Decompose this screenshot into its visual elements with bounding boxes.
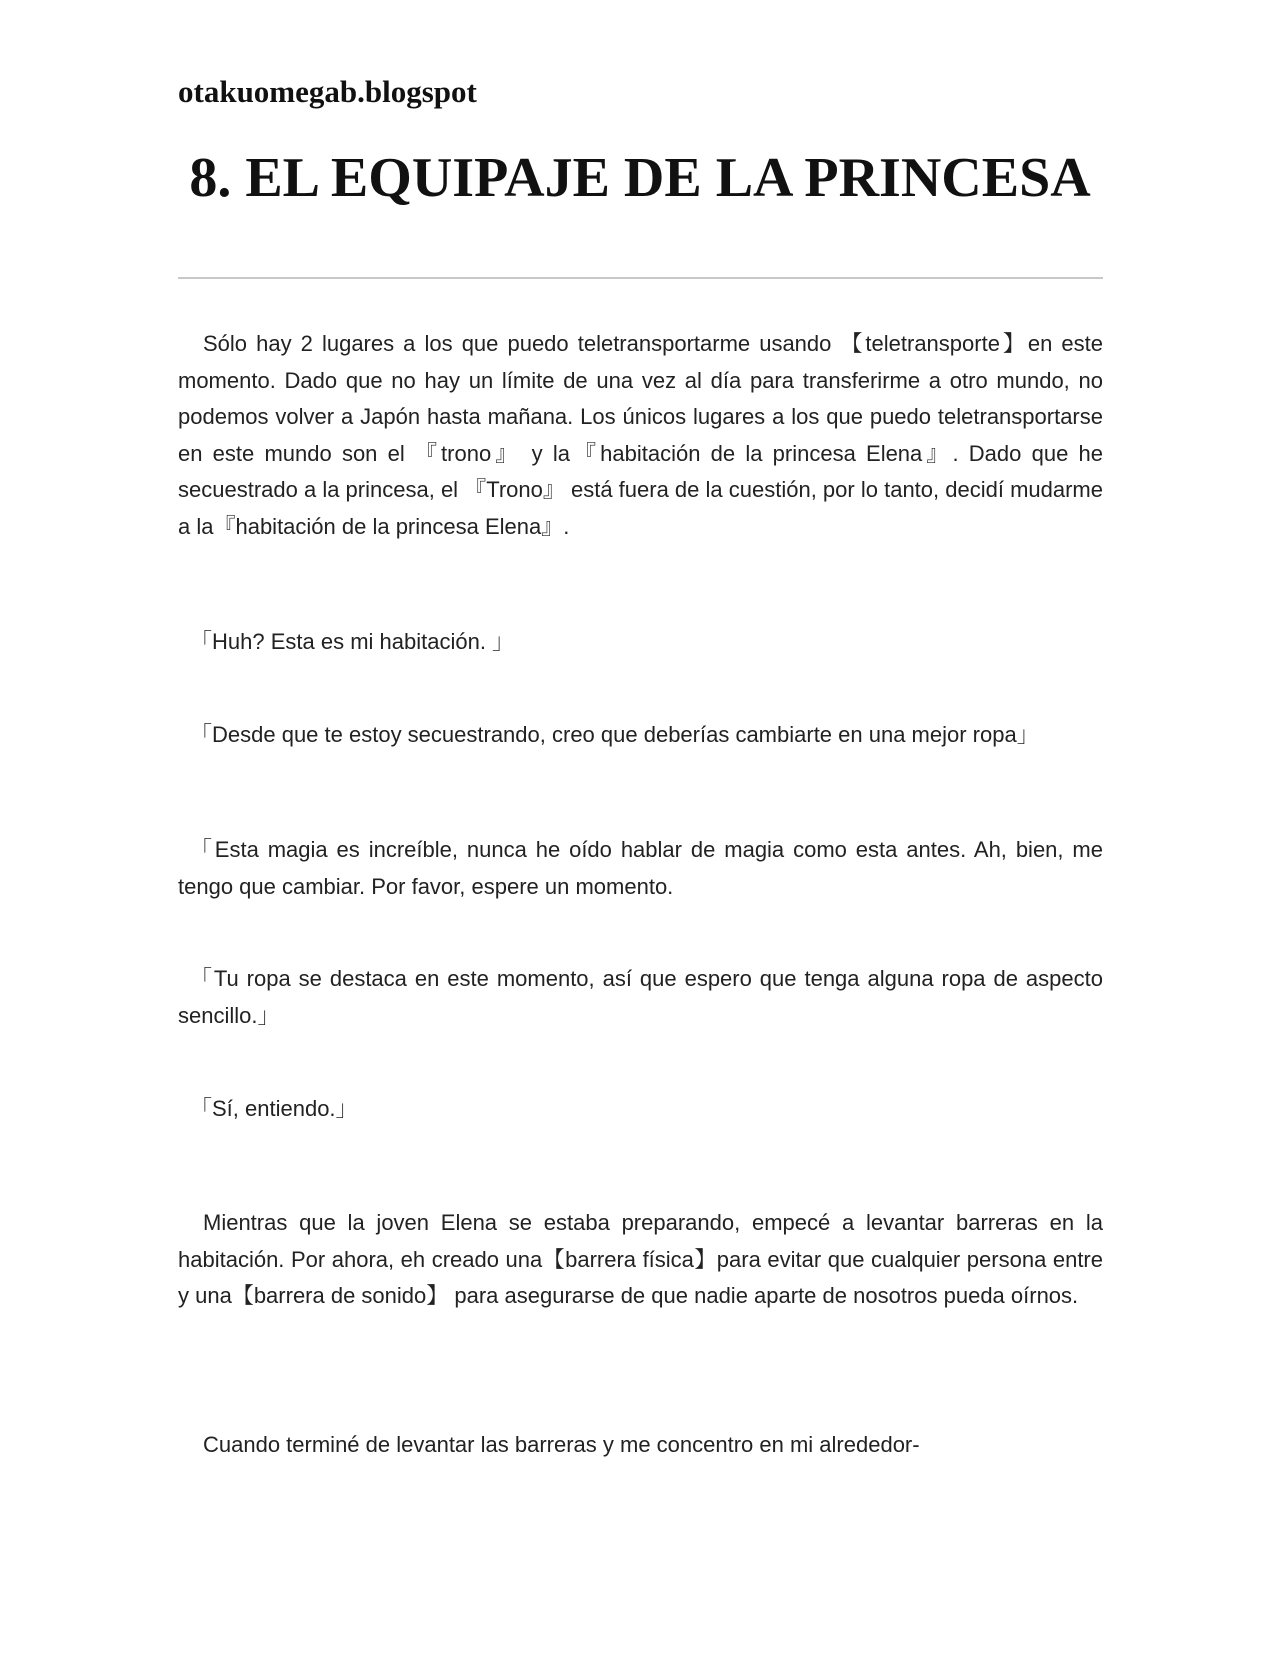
- paragraph-intro: Sólo hay 2 lugares a los que puedo teletransportarme usando 【teletransporte】en este momento. Dado que no hay un límite de una vez al día para transferirme a otro mundo, no podemos volver a Japón hasta mañana. Los únicos lugares a los que puedo teletransportarse en este mundo son el 『trono』 y la『habitación de la princesa Elena』. Dado que he secuestrado a la princesa, el 『Trono』 está fuera de la cuestión, por lo tanto, decidí mudarme a la『habitación de la princesa Elena』.: [178, 331, 1103, 539]
- paragraph-ending: Cuando terminé de levantar las barreras y me concentro en mi alrededor-: [203, 1432, 920, 1457]
- dialogue-line: 「Tu ropa se destaca en este momento, así que espero que tenga alguna ropa de aspecto sencillo.」: [178, 966, 1103, 1028]
- dialogue-line: 「Esta magia es increíble, nunca he oído hablar de magia como esta antes. Ah, bien, me tengo que cambiar. Por favor, espere un momento.: [178, 837, 1103, 899]
- title-divider: [178, 277, 1103, 279]
- paragraph-barriers: Mientras que la joven Elena se estaba preparando, empecé a levantar barreras en la habitación. Por ahora, eh creado una【barrera física】para evitar que cualquier persona entre y una【barrera de sonido】 para asegurarse de que nadie aparte de nosotros pueda oírnos.: [178, 1210, 1103, 1308]
- dialogue-line: 「Sí, entiendo.」: [190, 1096, 358, 1121]
- site-name: otakuomegab.blogspot: [178, 74, 477, 109]
- dialogue-line: 「Huh? Esta es mi habitación. 」: [190, 629, 515, 654]
- dialogue-line: 「Desde que te estoy secuestrando, creo que deberías cambiarte en una mejor ropa」: [190, 722, 1039, 747]
- chapter-title: 8. EL EQUIPAJE DE LA PRINCESA: [189, 147, 1091, 209]
